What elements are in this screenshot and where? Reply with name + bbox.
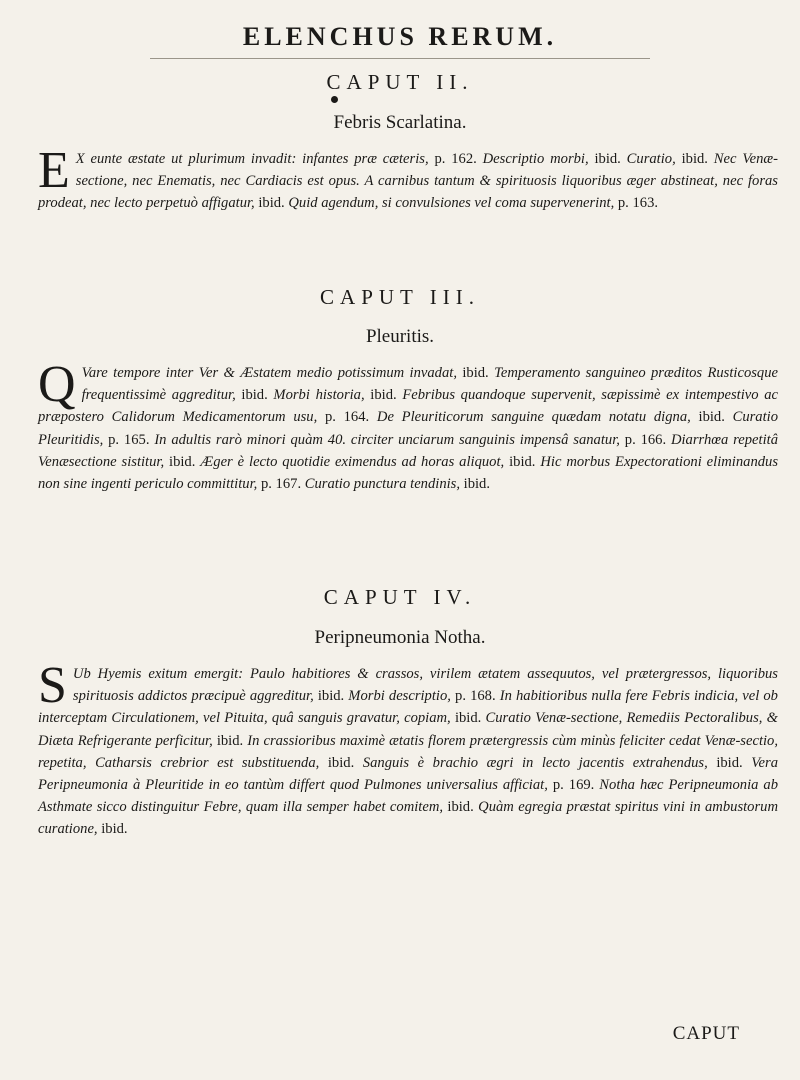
entry-text: Sanguis è brachio ægri in lecto jacentis extrahendus, — [354, 754, 717, 771]
entry-text: Quàm egregia præstat spiritus vini in ambustorum curatione, — [38, 799, 778, 838]
page-reference: ibid. — [462, 365, 489, 381]
page-reference: ibid. — [681, 151, 708, 167]
page-reference: p. 169. — [552, 777, 595, 794]
page-reference: ibid. — [594, 151, 621, 167]
entry-text: Febribus quandoque supervenit, sæpissimè ex intempestivo ac præpostero Calidorum Medicamentorum usu, — [38, 387, 778, 426]
entry-text: X eunte æstate ut plurimum invadit: infantes præ cæteris, — [75, 151, 435, 167]
entry-text: Descriptio morbi, — [476, 151, 595, 167]
page-reference: ibid. — [463, 476, 491, 493]
running-head-rule — [150, 58, 650, 59]
page-reference: ibid. — [698, 409, 725, 426]
entry-text: Diarrhœa repetitâ Venæsectione sistitur, — [38, 431, 778, 470]
entry-text: Morbi historia, — [267, 387, 371, 404]
page-reference: p. 162. — [434, 151, 477, 167]
drop-cap: Q — [38, 356, 76, 413]
section-text-4 — [38, 657, 779, 841]
page-reference: ibid. — [509, 453, 536, 470]
section-title-3: Pleuritis. — [365, 326, 435, 347]
page-reference: p. 164. — [324, 409, 370, 426]
ornament-dot — [331, 96, 338, 103]
running-head: ELENCHUS RERUM. — [242, 22, 558, 51]
chapter-heading-3: CAPUT III. — [320, 285, 480, 309]
entry-text: Quid agendum, si convulsiones vel coma supervenerint, — [284, 195, 618, 212]
page-reference: ibid. — [258, 195, 285, 212]
entry-text: Temperamento sanguineo præditos Rusticosque frequentissimè aggreditur, — [81, 365, 778, 404]
entry-text: Nec Venæ-sectione, nec Enematis, nec Cardiacis est opus. A carnibus tantum & spirituosis liquoribus æger abstineat, nec foras prodeat, nec lecto perpetuò affigatur, — [38, 151, 779, 212]
drop-cap: E — [38, 142, 70, 199]
page-reference: p. 165. — [108, 431, 150, 448]
entry-text: Ub Hyemis exitum emergit: Paulo habitiores & crassos, virilem ætatem assequutos, vel prætergressos, liquoribus spirituosis addictos præcipuè aggreditur, — [72, 666, 778, 705]
entry-text: Æger è lecto quotidie eximendus ad horas aliquot, — [195, 453, 510, 470]
entry-text: De Pleuriticorum sanguine quædam notatu digna, — [369, 409, 699, 426]
page-reference: ibid. — [169, 453, 196, 470]
section-title-2: Febris Scarlatina. — [333, 112, 467, 133]
page-reference: ibid. — [370, 387, 397, 404]
page-reference: ibid. — [447, 799, 474, 816]
page-reference: p. 163. — [617, 195, 659, 212]
entry-text: Morbi descriptio, — [344, 688, 456, 705]
entry-text: Vera Peripneumonia à Pleuritide in eo tantùm differt quod Pulmones universalius afficiat, — [38, 754, 778, 794]
entry-text: Curatio punctura tendinis, — [301, 476, 464, 493]
entry-text: In adultis rarò minori quàm 40. circiter unciarum sanguinis impensâ sanatur, — [149, 431, 625, 448]
section-text-3 — [38, 356, 779, 495]
chapter-heading-4: CAPUT IV. — [323, 585, 477, 609]
catchword: CAPUT — [672, 1023, 740, 1044]
chapter-heading-2: CAPUT II. — [326, 70, 474, 94]
section-text-2 — [38, 142, 779, 215]
entry-text: Notha hæc Peripneumonia ab Asthmate sicco distinguitur Febre, quam illa semper habet comitem, — [38, 777, 778, 816]
entry-text: In crassioribus maximè ætatis florem prætergressis cùm minùs feliciter cedat Venæ-sectio, repetita, Catharsis crebrior est substituenda, — [38, 732, 778, 771]
page-reference: p. 168. — [455, 688, 496, 705]
page-reference: ibid. — [216, 732, 244, 749]
entry-text: In habitioribus nulla fere Febris indicia, vel ob interceptam Circulationem, vel Pituita, quâ sanguis gravatur, copiam, — [38, 688, 778, 727]
page-reference: ibid. — [317, 688, 345, 705]
page-reference: ibid. — [327, 754, 355, 771]
drop-cap: S — [38, 657, 67, 714]
page-reference: ibid. — [241, 387, 268, 404]
page-reference: ibid. — [101, 821, 128, 838]
entry-text: Hic morbus Expectorationi eliminandus non sine ingenti periculo committitur, — [38, 453, 779, 493]
page-reference: p. 166. — [624, 431, 667, 448]
section-title-4: Peripneumonia Notha. — [314, 627, 486, 648]
entry-text: Curatio Venæ-sectione, Remediis Pectoralibus, & Diæta Refrigerante perficitur, — [38, 710, 779, 749]
page-reference: ibid. — [454, 710, 482, 727]
entry-text: Vare tempore inter Ver & Æstatem medio potissimum invadat, — [81, 365, 463, 381]
entry-text: Curatio, — [620, 151, 682, 167]
entry-text: Curatio Pleuritidis, — [38, 409, 779, 448]
page-reference: p. 167. — [260, 476, 302, 493]
page-reference: ibid. — [716, 754, 743, 771]
